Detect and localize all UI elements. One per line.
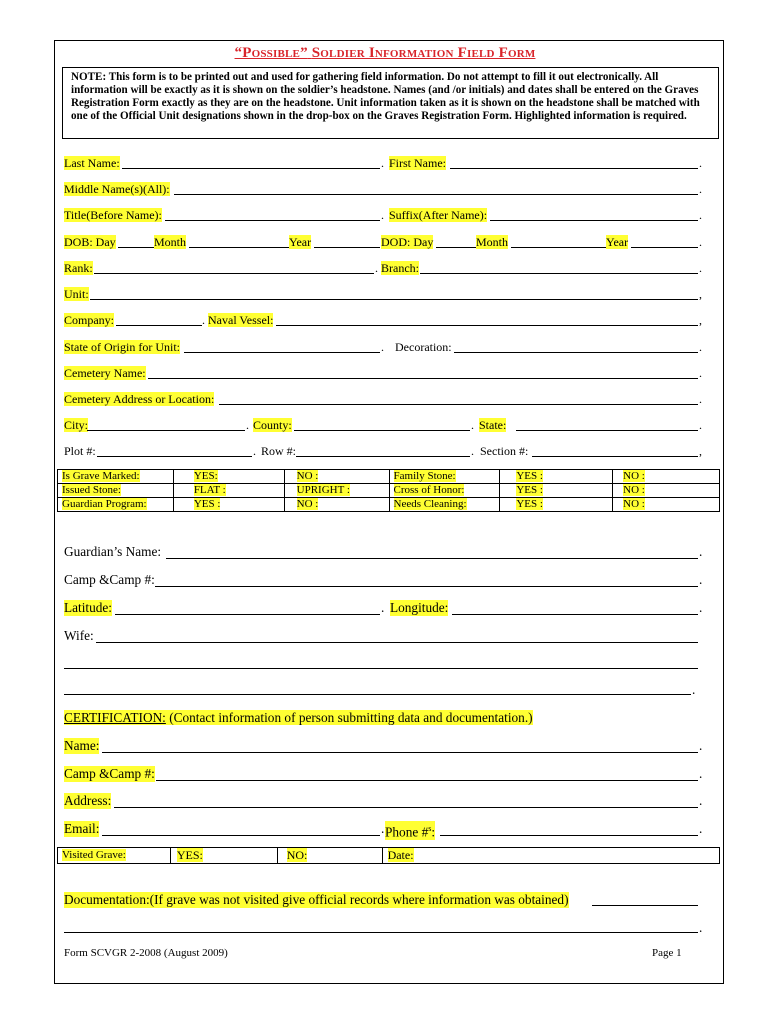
cross-of-honor-yes[interactable]: YES : (516, 484, 543, 496)
needs-cleaning-label: Needs Cleaning: (393, 498, 467, 510)
first-name-line[interactable] (450, 168, 698, 169)
grave-marked-yes[interactable]: YES: (193, 470, 218, 482)
first-name-label: First Name: (389, 156, 446, 170)
cert-email-line[interactable] (102, 835, 380, 836)
dob-year-label: Year (289, 235, 312, 249)
city-line[interactable] (87, 430, 245, 431)
table-row (58, 484, 720, 498)
documentation-label: Documentation:(If grave was not visited give official records where information was obtained) (64, 892, 569, 907)
cert-address-label: Address: (64, 793, 112, 808)
last-name-label: Last Name: (64, 156, 120, 170)
latitude-label: Latitude: (64, 600, 112, 615)
visited-grave-label: Visited Grave: (62, 849, 126, 861)
wife-line-2[interactable] (64, 668, 698, 669)
needs-cleaning-yes[interactable]: YES : (516, 498, 543, 510)
guardian-name-label: Guardian’s Name: (64, 544, 162, 559)
dob-month-line[interactable] (189, 247, 289, 248)
last-name-line[interactable] (122, 168, 380, 169)
naval-vessel-line[interactable] (276, 325, 698, 326)
plot-line[interactable] (97, 456, 252, 457)
county-label: County: (253, 418, 292, 432)
state-label: State: (479, 418, 507, 432)
table-row (58, 848, 720, 864)
grave-status-table (57, 469, 720, 512)
family-stone-label: Family Stone: (393, 470, 456, 482)
cemetery-address-label: Cemetery Address or Location: (64, 392, 215, 406)
suffix-after-label: Suffix(After Name): (389, 208, 488, 222)
guardian-camp-line[interactable] (155, 586, 698, 587)
cross-of-honor-label: Cross of Honor: (393, 484, 465, 496)
issued-stone-upright[interactable]: UPRIGHT : (296, 484, 350, 496)
middle-names-label: Middle Name(s)(All): (64, 182, 170, 196)
longitude-line[interactable] (452, 614, 698, 615)
note-text: NOTE: This form is to be printed out and used for gathering field information. Do not attempt to fill it out electronically. All information will be exactly as it is shown on the soldier’s headstone. Names (and /or initials) and dates shall be entered on the Graves Registration Form exactly as they are on the headstone. Unit information taken as it is shown on the headstone shall be matched with one of the Official Unit designations shown in the drop-box on the Graves Registration Form. Highlighted information is required. (71, 71, 700, 122)
certification-heading (64, 710, 533, 726)
decoration-line[interactable] (454, 352, 698, 353)
family-stone-no[interactable]: NO : (623, 470, 645, 482)
visited-grave-date[interactable]: Date: (387, 848, 414, 862)
guardian-name-line[interactable] (166, 558, 698, 559)
latitude-line[interactable] (115, 614, 380, 615)
cross-of-honor-no[interactable]: NO : (623, 484, 645, 496)
dod-month-label: Month (476, 235, 509, 249)
decoration-label: Decoration: (395, 340, 452, 354)
dod-year-line[interactable] (631, 247, 698, 248)
row-line[interactable] (296, 456, 470, 457)
naval-vessel-label: Naval Vessel: (208, 313, 274, 327)
issued-stone-flat[interactable]: FLAT : (193, 484, 226, 496)
visited-grave-no[interactable]: NO: (286, 848, 308, 862)
note-box (62, 67, 719, 139)
issued-stone-label: Issued Stone: (62, 484, 121, 496)
dob-month-label: Month (154, 235, 187, 249)
company-label: Company: (64, 313, 114, 327)
dob-day-label: DOB: Day (64, 235, 116, 249)
table-row (58, 470, 720, 484)
guardian-program-label: Guardian Program: (62, 498, 147, 510)
cemetery-address-line[interactable] (219, 404, 698, 405)
wife-label: Wife: (64, 628, 94, 643)
form-id: Form SCVGR 2-2008 (August 2009) (64, 947, 228, 959)
branch-label: Branch: (381, 261, 419, 275)
page-number: Page 1 (652, 947, 682, 959)
certification-subtitle: (Contact information of person submitting data and documentation.) (165, 710, 533, 725)
grave-marked-no[interactable]: NO : (296, 470, 319, 482)
cert-name-line[interactable] (102, 752, 698, 753)
table-row (58, 498, 720, 512)
guardian-program-yes[interactable]: YES : (193, 498, 221, 510)
cemetery-name-line[interactable] (148, 378, 698, 379)
family-stone-yes[interactable]: YES : (516, 470, 543, 482)
wife-line-3[interactable] (64, 694, 691, 695)
rank-line[interactable] (94, 273, 374, 274)
state-line[interactable] (516, 430, 698, 431)
cert-email-label: Email: (64, 821, 100, 836)
dob-day-line[interactable] (118, 247, 154, 248)
dod-day-label: DOD: Day (381, 235, 434, 249)
cert-phone-line[interactable] (440, 835, 698, 836)
cert-address-line[interactable] (114, 807, 698, 808)
guardian-camp-label: Camp &Camp #: (64, 572, 155, 587)
documentation-line-1[interactable] (592, 905, 698, 906)
dod-month-line[interactable] (511, 247, 606, 248)
title-before-label: Title(Before Name): (64, 208, 162, 222)
row-label: Row #: (261, 444, 297, 458)
cert-camp-label: Camp &Camp #: (64, 766, 155, 781)
visited-grave-table (57, 847, 720, 864)
branch-line[interactable] (420, 273, 698, 274)
cert-phone-label: Phone #$^s$: (385, 821, 435, 840)
section-label: Section #: (480, 444, 529, 458)
city-label: City: (64, 418, 89, 432)
title-before-line[interactable] (165, 220, 380, 221)
dod-day-line[interactable] (436, 247, 476, 248)
longitude-label: Longitude: (390, 600, 449, 615)
form-title (0, 45, 770, 62)
section-line[interactable] (532, 456, 698, 457)
middle-names-line[interactable] (174, 194, 698, 195)
cemetery-name-label: Cemetery Name: (64, 366, 146, 380)
cert-camp-line[interactable] (156, 780, 698, 781)
state-origin-label: State of Origin for Unit: (64, 340, 180, 354)
unit-line[interactable] (90, 299, 698, 300)
title-rest: Soldier Information Field Form (311, 45, 536, 61)
needs-cleaning-no[interactable]: NO : (623, 498, 645, 510)
company-line[interactable] (116, 325, 202, 326)
dob-year-line[interactable] (314, 247, 380, 248)
visited-grave-yes[interactable]: YES: (176, 848, 203, 862)
guardian-program-no[interactable]: NO : (296, 498, 319, 510)
plot-label: Plot #: (64, 444, 96, 458)
unit-label: Unit: (64, 287, 89, 301)
is-grave-marked-label: Is Grave Marked: (62, 470, 140, 482)
rank-label: Rank: (64, 261, 93, 275)
cert-name-label: Name: (64, 738, 100, 753)
suffix-after-line[interactable] (490, 220, 698, 221)
county-line[interactable] (294, 430, 470, 431)
title-possible: “Possible” (234, 45, 308, 61)
state-origin-line[interactable] (184, 352, 380, 353)
documentation-line-2[interactable] (64, 932, 698, 933)
certification-title: CERTIFICATION: (64, 710, 166, 725)
dod-year-label: Year (606, 235, 629, 249)
wife-line-1[interactable] (96, 642, 698, 643)
